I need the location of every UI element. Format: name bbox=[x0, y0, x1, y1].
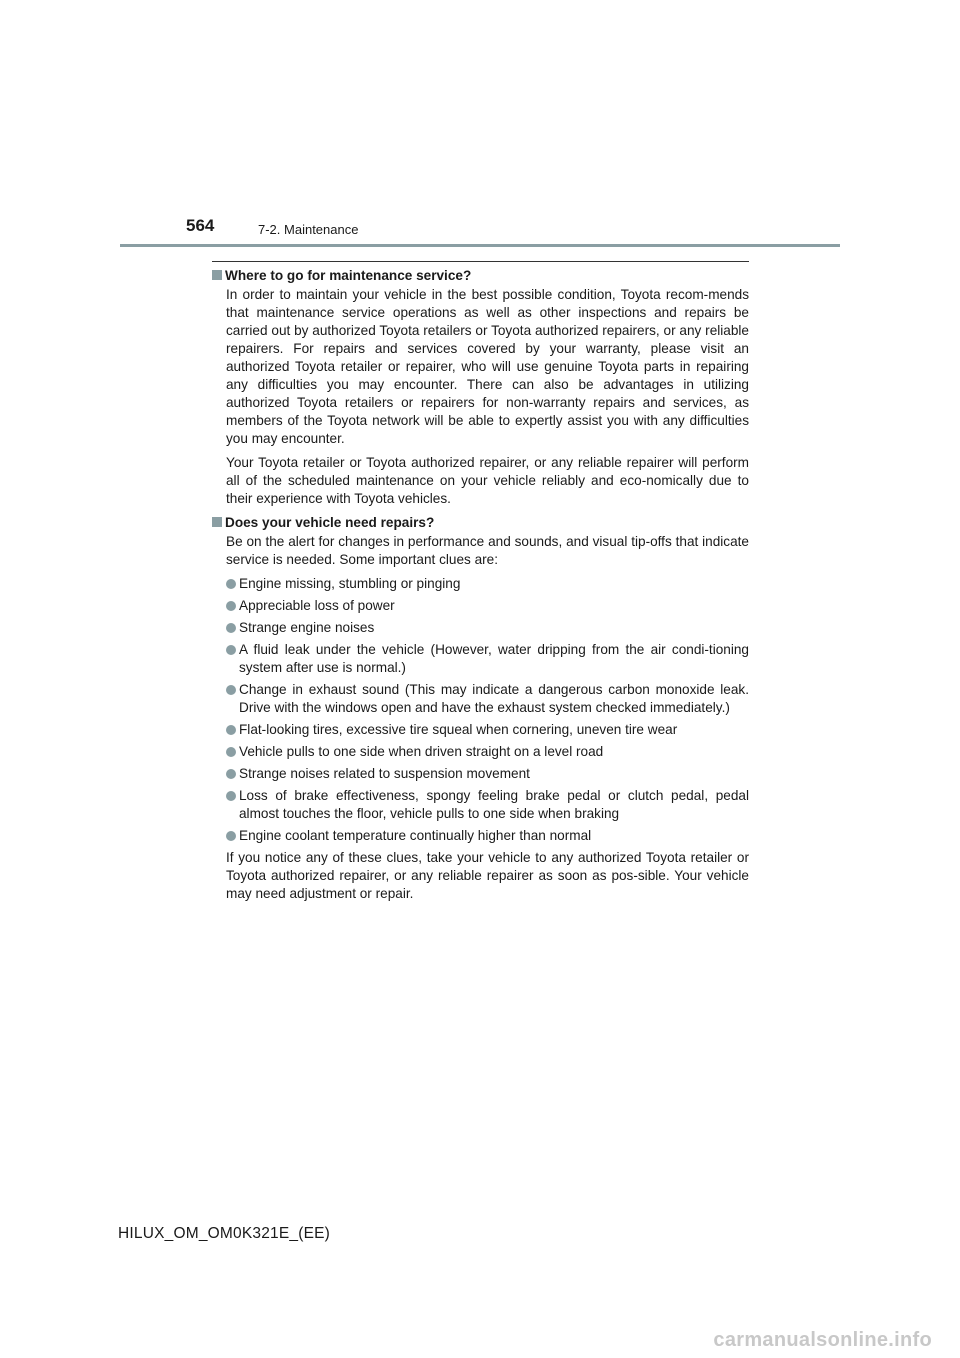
circle-bullet-icon bbox=[226, 579, 236, 589]
clues-list bbox=[212, 575, 749, 845]
circle-bullet-icon bbox=[226, 747, 236, 757]
list-item bbox=[226, 575, 749, 593]
paragraph: Your Toyota retailer or Toyota authorized repairer, or any reliable repairer will perform all of the scheduled maintenance on your vehicle reliably and eco-nomically due to their experience with Toyota vehicles. bbox=[226, 455, 749, 506]
section-heading-text: Does your vehicle need repairs? bbox=[225, 515, 435, 530]
list-item bbox=[226, 721, 749, 739]
header-rule bbox=[120, 244, 840, 247]
page-number: 564 bbox=[186, 216, 215, 235]
section-heading bbox=[212, 267, 749, 285]
list-item-text: Vehicle pulls to one side when driven straight on a level road bbox=[239, 744, 604, 759]
list-item-text: Flat-looking tires, excessive tire squeal when cornering, uneven tire wear bbox=[239, 722, 678, 737]
content-top-rule bbox=[212, 261, 749, 262]
closing-paragraph: If you notice any of these clues, take your vehicle to any authorized Toyota retailer or Toyota authorized repairer, or any reliable repairer as soon as pos-sible. Your vehicle may need adjustment or repair. bbox=[226, 850, 749, 901]
circle-bullet-icon bbox=[226, 623, 236, 633]
list-item-text: Engine coolant temperature continually higher than normal bbox=[239, 828, 592, 843]
list-item bbox=[226, 641, 749, 677]
list-item-text: Strange noises related to suspension movement bbox=[239, 766, 530, 781]
list-item-text: Strange engine noises bbox=[239, 620, 375, 635]
circle-bullet-icon bbox=[226, 685, 236, 695]
circle-bullet-icon bbox=[226, 601, 236, 611]
square-bullet-icon bbox=[212, 270, 222, 280]
watermark: carmanualsonline.info bbox=[713, 1329, 932, 1351]
list-item bbox=[226, 619, 749, 637]
list-item-text: Change in exhaust sound (This may indicate a dangerous carbon monoxide leak. Drive with the windows open and have the exhaust system checked immediately.) bbox=[239, 682, 749, 715]
section-title: 7-2. Maintenance bbox=[258, 222, 359, 237]
paragraph: Be on the alert for changes in performance and sounds, and visual tip-offs that indicate service is needed. Some important clues are: bbox=[226, 534, 749, 567]
list-item bbox=[226, 743, 749, 761]
list-item bbox=[226, 765, 749, 783]
circle-bullet-icon bbox=[226, 725, 236, 735]
list-item bbox=[226, 827, 749, 845]
circle-bullet-icon bbox=[226, 831, 236, 841]
paragraph: In order to maintain your vehicle in the best possible condition, Toyota recom-mends that maintenance service operations as well as other inspections and repairs be carried out by authorized Toyota retailers or Toyota authorized repairers, or any reliable repairers. For repairs and services covered by your warranty, please visit an authorized Toyota retailer or repairer, who will use genuine Toyota parts in repairing any difficulties you may encounter. There can also be advantages in utilizing authorized Toyota retailers or repairers for non-warranty repairs and services, as members of the Toyota network will be able to expertly assist you with any difficulties you may encounter. bbox=[226, 287, 749, 446]
list-item-text: Engine missing, stumbling or pinging bbox=[239, 576, 461, 591]
square-bullet-icon bbox=[212, 517, 222, 527]
circle-bullet-icon bbox=[226, 645, 236, 655]
section-heading-text: Where to go for maintenance service? bbox=[225, 268, 472, 283]
list-item bbox=[226, 597, 749, 615]
list-item bbox=[226, 787, 749, 823]
circle-bullet-icon bbox=[226, 791, 236, 801]
section-heading bbox=[212, 514, 749, 532]
list-item-text: Loss of brake effectiveness, spongy feeling brake pedal or clutch pedal, pedal almost touches the floor, vehicle pulls to one side when braking bbox=[239, 788, 749, 821]
list-item-text: A fluid leak under the vehicle (However, water dripping from the air condi-tioning system after use is normal.) bbox=[239, 642, 749, 675]
circle-bullet-icon bbox=[226, 769, 236, 779]
list-item bbox=[226, 681, 749, 717]
document-code: HILUX_OM_OM0K321E_(EE) bbox=[118, 1225, 331, 1242]
list-item-text: Appreciable loss of power bbox=[239, 598, 395, 613]
content-body bbox=[212, 266, 749, 909]
